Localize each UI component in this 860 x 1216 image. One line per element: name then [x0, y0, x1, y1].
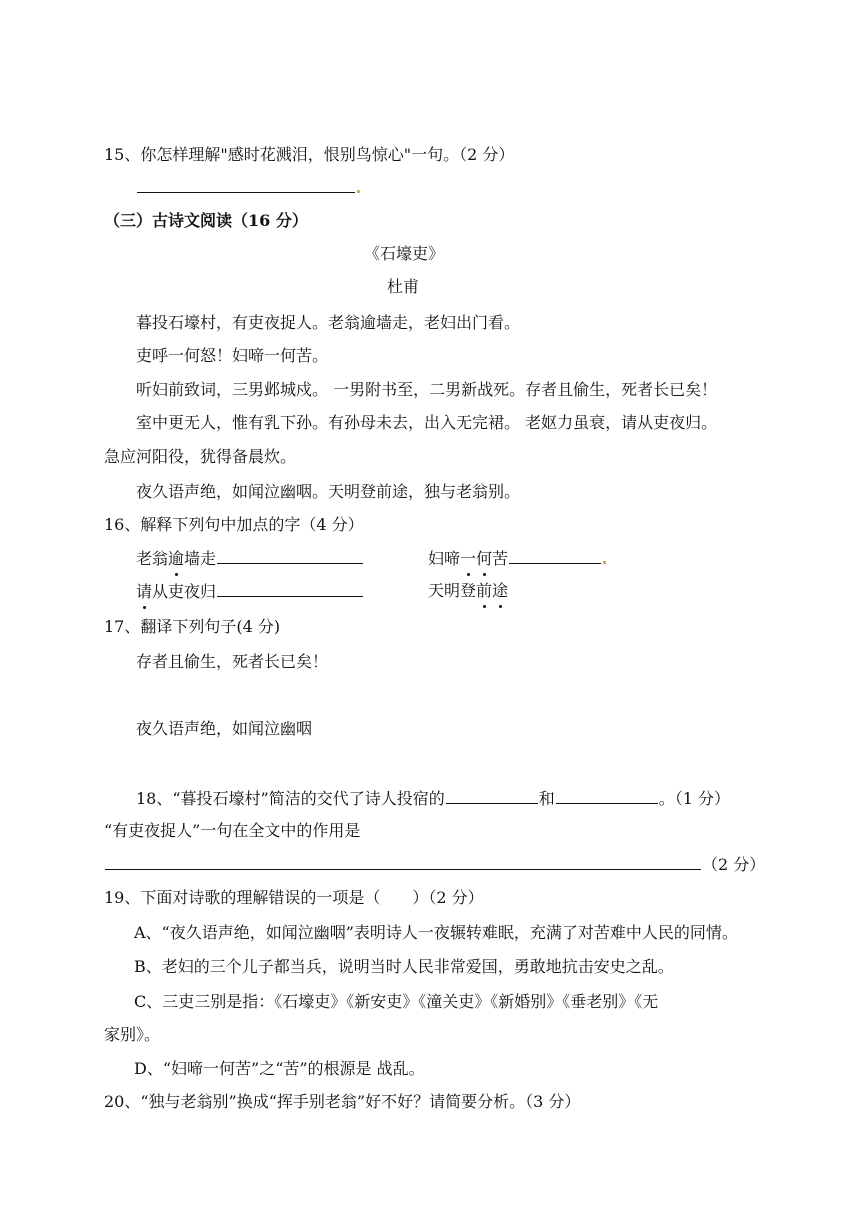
- poem-line: 暮投石壕村，有吏夜捉人。老翁逾墙走，老妇出门看。: [136, 313, 521, 332]
- poem-line: 吏呼一何怒！妇啼一何苦。: [136, 346, 329, 365]
- answer-blank[interactable]: [556, 787, 658, 804]
- poem-line: 听妇前致词，三男邺城戍。 一男附书至，二男新战死。存者且偷生，死者长已矣！: [136, 380, 718, 399]
- question-17: 17、翻译下列句子(4 分): [104, 617, 281, 636]
- q17-sentence-1: 存者且偷生，死者长已矣！: [136, 652, 329, 671]
- question-20: 20、“独与老翁别”换成“挥手别老翁”好不好？请简要分析。（3 分）: [104, 1092, 581, 1111]
- option-a: A、“夜久语声绝，如闻泣幽咽”表明诗人一夜辗转难眠，充满了对苦难中人民的同情。: [134, 923, 738, 942]
- question-19: 19、下面对诗歌的理解错误的一项是（ ）（2 分）: [104, 888, 484, 907]
- question-18b: “有吏夜捉人”一句在全文中的作用是: [104, 821, 361, 840]
- poem-line: 夜久语声绝，如闻泣幽咽。天明登前途，独与老翁别。: [136, 482, 521, 501]
- q16-item-3: 请从吏夜归: [136, 580, 364, 603]
- option-d: D、“妇啼一何苦”之“苦”的根源是 战乱。: [134, 1059, 425, 1078]
- answer-blank[interactable]: [217, 547, 363, 564]
- poem-line: 室中更无人，惟有乳下孙。有孙母未去，出入无完裙。 老妪力虽衰，请从吏夜归。: [136, 413, 718, 432]
- option-c-cont: 家别》。: [104, 1025, 161, 1044]
- q18-answer-line: （2 分）: [104, 853, 765, 876]
- answer-blank[interactable]: [217, 580, 363, 597]
- answer-blank[interactable]: [446, 787, 538, 804]
- section-title: （三）古诗文阅读（16 分）: [104, 211, 308, 230]
- question-16: 16、解释下列句中加点的字（4 分）: [104, 515, 364, 534]
- option-c: C、三吏三别是指：《石壕吏》《新安吏》《潼关吏》《新婚别》《垂老别》《无: [134, 992, 659, 1011]
- question-15: 15、你怎样理解"感时花溅泪，恨别鸟惊心"一句。（2 分）: [104, 145, 515, 164]
- q16-item-4: 天明登前途: [428, 581, 509, 600]
- answer-blank-15[interactable]: [136, 176, 360, 199]
- question-18: 18、“暮投石壕村”简洁的交代了诗人投宿的 和 。（1 分）: [136, 789, 731, 808]
- answer-blank[interactable]: [509, 547, 601, 564]
- option-b: B、老妇的三个儿子都当兵，说明当时人民非常爱国，勇敢地抗击安史之乱。: [134, 957, 674, 976]
- poem-author: 杜甫: [387, 277, 420, 296]
- answer-blank[interactable]: [105, 853, 701, 870]
- poem-title: 《石壕吏》: [364, 244, 445, 263]
- q16-item-2: 妇啼一何苦: [428, 547, 606, 570]
- poem-line: 急应河阳役，犹得备晨炊。: [104, 447, 297, 466]
- q17-sentence-2: 夜久语声绝，如闻泣幽咽: [136, 719, 313, 738]
- q16-item-1: 老翁逾墙走: [136, 547, 364, 570]
